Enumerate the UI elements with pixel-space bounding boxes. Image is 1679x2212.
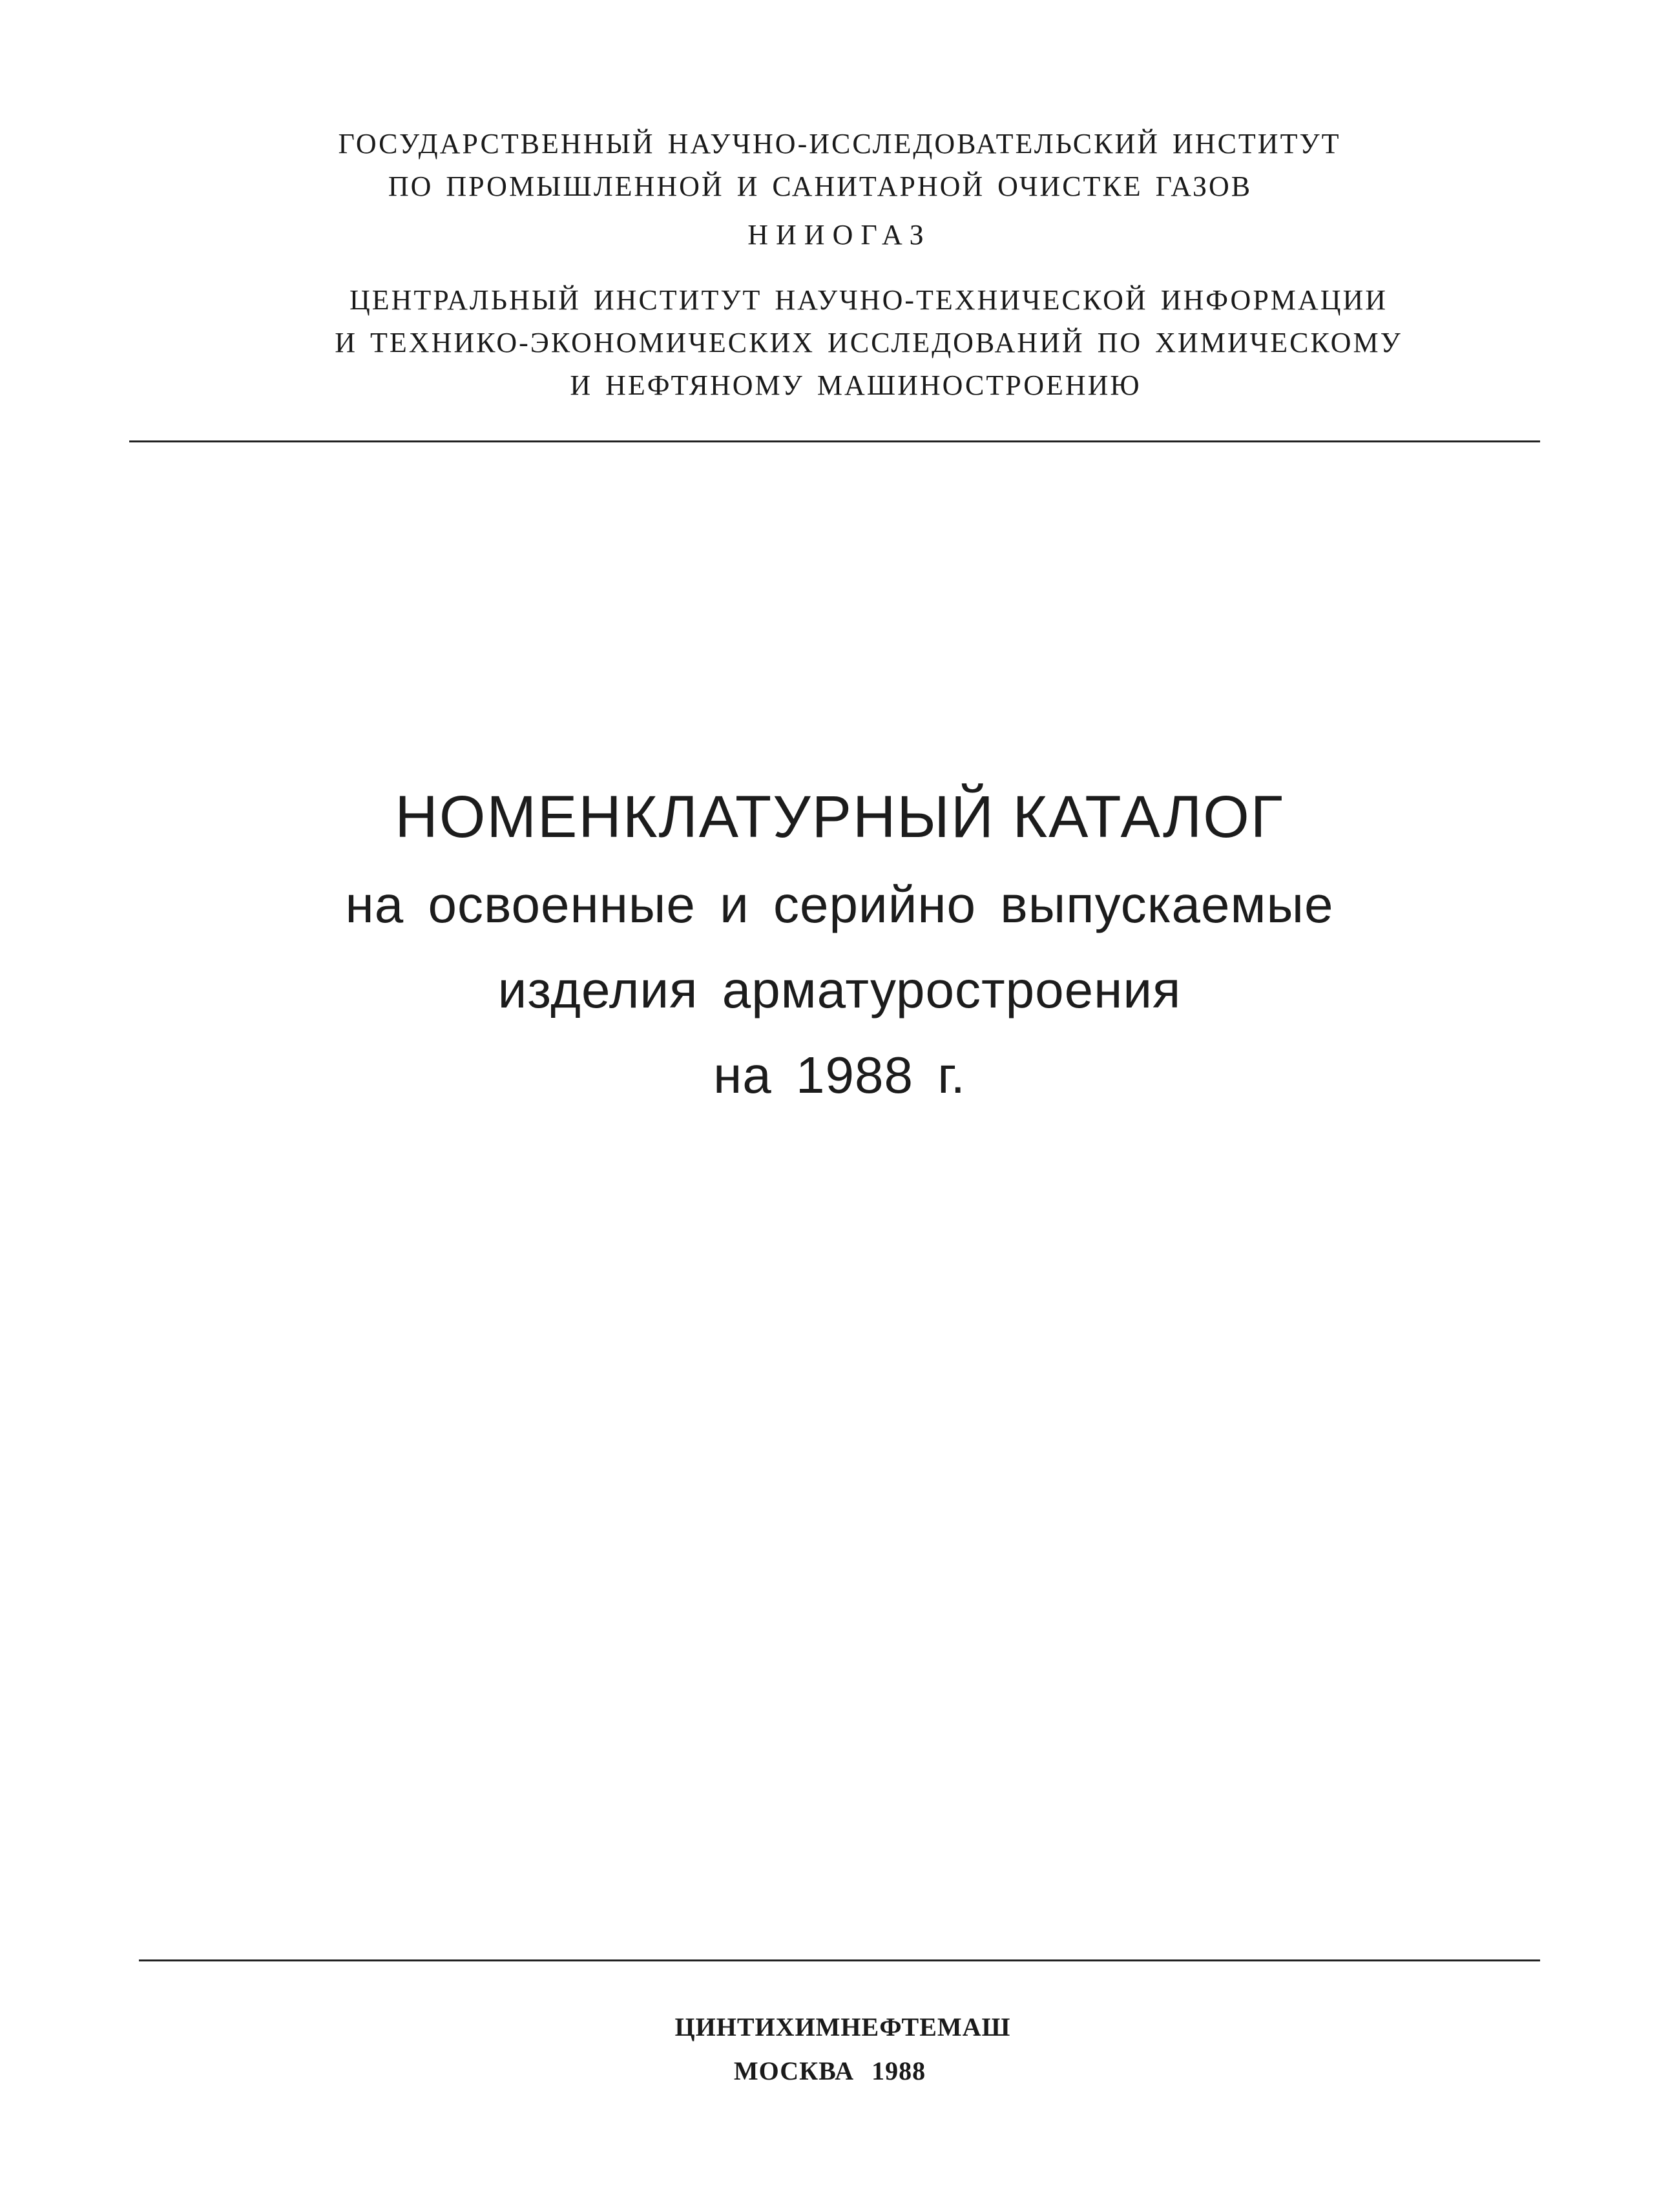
top-divider	[129, 440, 1540, 442]
institute-name-line-1: ГОСУДАРСТВЕННЫЙ НАУЧНО-ИССЛЕДОВАТЕЛЬСКИЙ ИНСТИТУТ	[338, 128, 1341, 160]
institute-abbreviation: НИИОГАЗ	[747, 219, 932, 251]
co-publisher-name-line-1: ЦЕНТРАЛЬНЫЙ ИНСТИТУТ НАУЧНО-ТЕХНИЧЕСКОЙ ИНФОРМАЦИИ	[349, 284, 1388, 316]
publisher-name: ЦИНТИХИМНЕФТЕМАШ	[674, 2012, 1011, 2041]
title-subline-1: на освоенные и серийно выпускаемые	[345, 876, 1334, 933]
imprint	[0, 2005, 1679, 2093]
document-title	[0, 772, 1679, 1118]
catalog-title: НОМЕНКЛАТУРНЫЙ КАТАЛОГ	[395, 784, 1284, 850]
bottom-divider	[139, 1959, 1540, 1961]
title-subline-2: изделия арматуростроения	[497, 961, 1182, 1018]
institute-name	[0, 123, 1679, 208]
title-year-line: на 1988 г.	[713, 1046, 966, 1104]
co-publisher-name	[0, 279, 1679, 407]
co-publisher-name-line-3: И НЕФТЯНОМУ МАШИНОСТРОЕНИЮ	[570, 369, 1142, 401]
institute-name-line-2: ПО ПРОМЫШЛЕННОЙ И САНИТАРНОЙ ОЧИСТКЕ ГАЗОВ	[388, 171, 1253, 202]
co-publisher-name-line-2: И ТЕХНИКО-ЭКОНОМИЧЕСКИХ ИССЛЕДОВАНИЙ ПО ХИМИЧЕСКОМУ	[335, 327, 1403, 358]
publication-place-year: МОСКВА 1988	[733, 2056, 926, 2085]
